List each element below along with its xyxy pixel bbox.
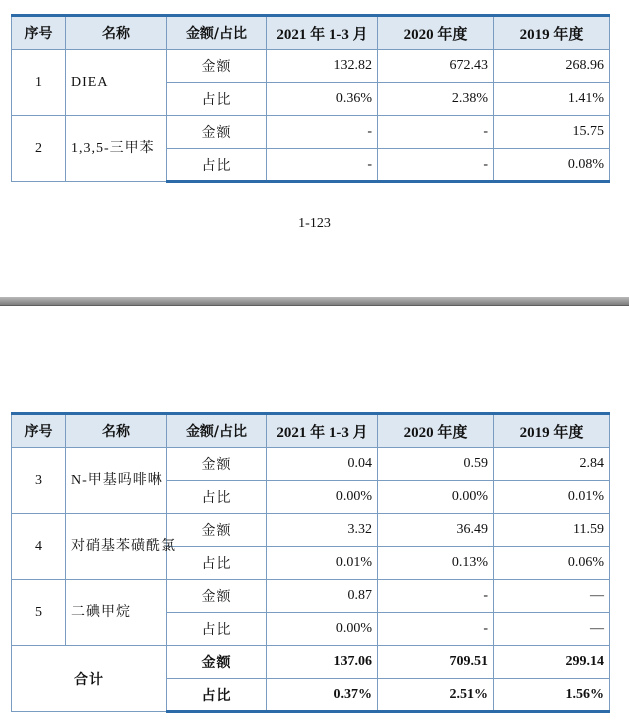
row-index: 3	[12, 448, 66, 514]
table-row	[12, 514, 610, 547]
row-index: 1	[12, 50, 66, 116]
header-index: 序号	[12, 414, 66, 448]
amount-2021q1: 132.82	[267, 50, 378, 83]
metric-label-ratio: 占比	[167, 547, 267, 580]
amount-2020: -	[378, 116, 494, 149]
header-2020: 2020 年度	[378, 414, 494, 448]
amount-2020: 36.49	[378, 514, 494, 547]
material-name: 对硝基苯磺酰氯	[66, 514, 167, 580]
total-amount-2020: 709.51	[378, 646, 494, 679]
metric-label-amount: 金额	[167, 448, 267, 481]
total-ratio-2020: 2.51%	[378, 679, 494, 712]
table-row	[12, 50, 610, 83]
total-amount-2019: 299.14	[494, 646, 610, 679]
ratio-2019: —	[494, 613, 610, 646]
header-2020: 2020 年度	[378, 16, 494, 50]
amount-2021q1: -	[267, 116, 378, 149]
metric-label-ratio: 占比	[167, 481, 267, 514]
ratio-2021q1: 0.00%	[267, 481, 378, 514]
amount-2020: -	[378, 580, 494, 613]
page-divider	[0, 297, 629, 306]
total-ratio-2019: 1.56%	[494, 679, 610, 712]
table-top	[11, 14, 610, 183]
table-row	[12, 116, 610, 149]
header-metric: 金额/占比	[167, 414, 267, 448]
material-name: 1,3,5-三甲苯	[66, 116, 167, 182]
metric-label-amount: 金额	[167, 116, 267, 149]
ratio-2019: 0.01%	[494, 481, 610, 514]
amount-2021q1: 0.04	[267, 448, 378, 481]
ratio-2020: 2.38%	[378, 83, 494, 116]
ratio-2021q1: -	[267, 149, 378, 182]
metric-label-amount: 金额	[167, 514, 267, 547]
header-name: 名称	[66, 414, 167, 448]
total-label: 合计	[12, 646, 167, 712]
amount-2021q1: 3.32	[267, 514, 378, 547]
ratio-2020: -	[378, 149, 494, 182]
table-row	[12, 448, 610, 481]
ratio-2019: 0.06%	[494, 547, 610, 580]
amount-2020: 672.43	[378, 50, 494, 83]
header-2019: 2019 年度	[494, 414, 610, 448]
header-2019: 2019 年度	[494, 16, 610, 50]
amount-2019: 15.75	[494, 116, 610, 149]
header-2021q1: 2021 年 1-3 月	[267, 16, 378, 50]
ratio-2019: 0.08%	[494, 149, 610, 182]
table-row	[12, 580, 610, 613]
table-bottom	[11, 412, 610, 713]
total-row	[12, 646, 610, 679]
row-index: 2	[12, 116, 66, 182]
metric-label-amount: 金额	[167, 646, 267, 679]
amount-2019: 268.96	[494, 50, 610, 83]
ratio-2019: 1.41%	[494, 83, 610, 116]
row-index: 5	[12, 580, 66, 646]
header-name: 名称	[66, 16, 167, 50]
material-name: 二碘甲烷	[66, 580, 167, 646]
total-ratio-2021q1: 0.37%	[267, 679, 378, 712]
metric-label-amount: 金额	[167, 50, 267, 83]
ratio-2020: 0.13%	[378, 547, 494, 580]
material-name: N-甲基吗啡啉	[66, 448, 167, 514]
ratio-2020: 0.00%	[378, 481, 494, 514]
metric-label-ratio: 占比	[167, 83, 267, 116]
metric-label-amount: 金额	[167, 580, 267, 613]
table-header-row	[12, 414, 610, 448]
ratio-2021q1: 0.00%	[267, 613, 378, 646]
ratio-2021q1: 0.01%	[267, 547, 378, 580]
amount-2019: 11.59	[494, 514, 610, 547]
amount-2020: 0.59	[378, 448, 494, 481]
amount-2021q1: 0.87	[267, 580, 378, 613]
amount-2019: —	[494, 580, 610, 613]
row-index: 4	[12, 514, 66, 580]
header-metric: 金额/占比	[167, 16, 267, 50]
header-index: 序号	[12, 16, 66, 50]
ratio-2020: -	[378, 613, 494, 646]
header-2021q1: 2021 年 1-3 月	[267, 414, 378, 448]
amount-2019: 2.84	[494, 448, 610, 481]
table-header-row	[12, 16, 610, 50]
metric-label-ratio: 占比	[167, 679, 267, 712]
material-name: DIEA	[66, 50, 167, 116]
page-number: 1-123	[298, 216, 331, 231]
total-amount-2021q1: 137.06	[267, 646, 378, 679]
metric-label-ratio: 占比	[167, 613, 267, 646]
metric-label-ratio: 占比	[167, 149, 267, 182]
ratio-2021q1: 0.36%	[267, 83, 378, 116]
